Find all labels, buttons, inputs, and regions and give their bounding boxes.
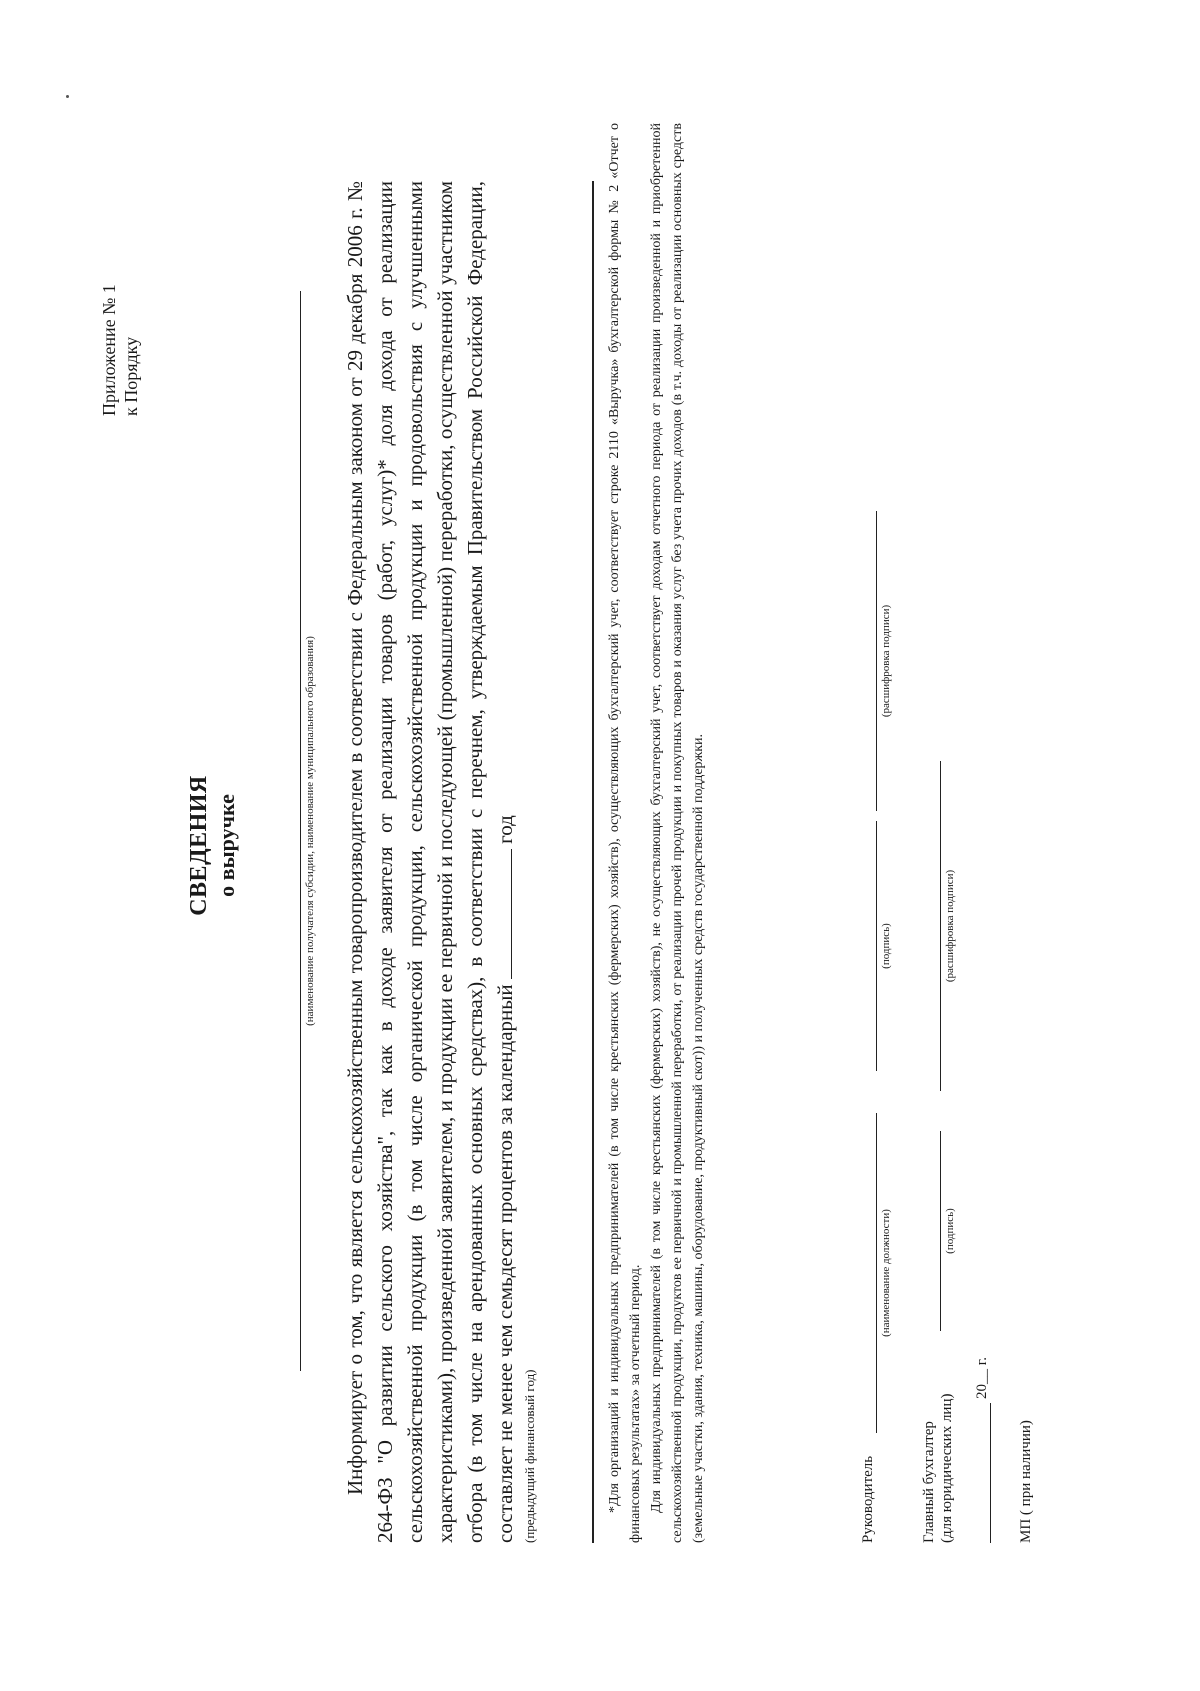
head-signature-line (876, 821, 877, 1071)
previous-year-caption: (предыдущий финансовый год) (522, 1369, 537, 1543)
head-decode-caption: (расшифровка подписи) (880, 604, 892, 718)
footnote-paragraph-2: Для индивидуальных предпринимателей (в том числе крестьянских (фермерских) хозяйств), не осуществляющих бухгалтерский учет, соответствует доходам отчетного периода от реализации произведенной и приобретенной сельскохозяйственной продукции, продуктов ее первичной и промышленной переработки, от реализации прочей продукции и покупных товаров и оказания услуг без учета прочих доходов (в т.ч. доходы от реализации основных средств (земельные участки, здания, техника, машины, оборудование, продуктивный скот)) и полученных средств государственной поддержки. (649, 123, 706, 1543)
appendix-line-1: Приложение № 1 (99, 284, 119, 416)
head-signature-caption: (подпись) (880, 923, 892, 969)
footnote (604, 123, 709, 1543)
head-decode-line (876, 511, 877, 811)
statement-text: Информирует о том, что является сельскохозяйственным товаропроизводителем в соответствии с Федеральным законом от 29 декабря 2006 г. № 264-ФЗ "О развитии сельского хозяйства", так как в доходе заявителя от реализации товаров (работ, услуг)* доля дохода от реализации сельскохозяйственной продукции (в том числе органической продукции, сельскохозяйственной продукции и продовольствия с улучшенными характеристиками), произведенной заявителем, и продукции ее первичной и последующей (промышленной) переработки, осуществленной участником отбора (в том числе на арендованных основных средствах), в соответствии с перечнем, утверждаемым Правительством Российской Федерации, составляет не менее чем семьдесят процентов за календарный (343, 181, 517, 1543)
position-line (876, 1113, 877, 1433)
appendix-reference (98, 156, 142, 416)
footnote-paragraph-1: *Для организаций и индивидуальных предпринимателей (в том числе крестьянских (фермерских) хозяйств), осуществляющих бухгалтерский учет, соответствует строке 2110 «Выручка» бухгалтерской формы № 2 «Отчет о финансовых результатах» за отчетный период. (607, 123, 643, 1543)
chief-accountant-note: (для юридических лиц) (939, 1393, 955, 1543)
chief-signature-caption: (подпись) (944, 1208, 956, 1254)
position-caption: (наименование должности) (880, 1209, 892, 1337)
stamp-place: МП ( при наличии) (1018, 1420, 1034, 1543)
main-statement (340, 181, 520, 1543)
year-blank-line (493, 849, 512, 979)
head-label: Руководитель (860, 1455, 876, 1543)
document-subtitle: о выручке (214, 794, 239, 897)
year-word: год (493, 815, 517, 844)
scan-speck (66, 95, 69, 98)
recipient-blank-line (300, 291, 301, 1371)
chief-signature-line (940, 1131, 941, 1331)
chief-decode-caption: (расшифровка подписи) (944, 869, 956, 983)
chief-accountant-label (920, 1394, 956, 1544)
chief-decode-line (940, 761, 941, 1091)
chief-accountant-title: Главный бухгалтер (921, 1421, 937, 1543)
appendix-line-2: к Порядку (121, 336, 141, 416)
document-title: СВЕДЕНИЯ (186, 775, 212, 916)
recipient-caption: (наименование получателя субсидии, наименование муниципального образования) (304, 636, 316, 1026)
date-year: 20__ г. (974, 1357, 990, 1399)
date-blank-line (990, 1403, 991, 1543)
footnote-separator (592, 181, 594, 1543)
